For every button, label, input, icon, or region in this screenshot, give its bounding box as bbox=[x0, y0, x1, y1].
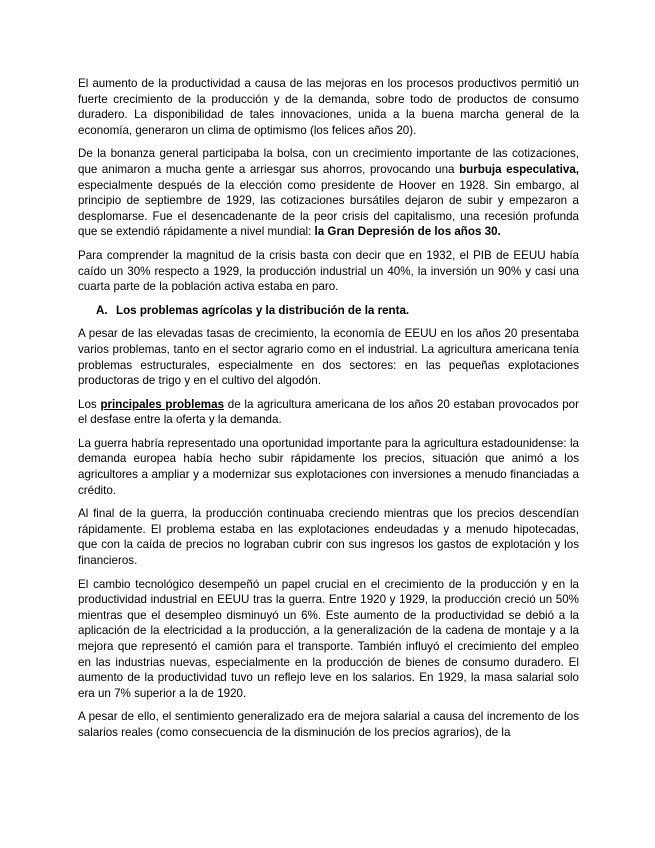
paragraph-text: De la bonanza general participaba la bolsa, con un crecimiento importante de las cotizaciones, que animaron a mucha gente a arriesgar sus ahorros, provocando una bbox=[78, 147, 579, 176]
underlined-main-problems: principales problemas bbox=[100, 397, 225, 411]
paragraph-main-problems bbox=[78, 397, 579, 428]
bold-speculative-bubble: burbuja especulativa, bbox=[459, 162, 579, 176]
paragraph-stock-market bbox=[78, 146, 579, 240]
paragraph-economy-problems: A pesar de las elevadas tasas de crecimiento, la economía de EEUU en los años 20 presentaba varios problemas, tanto en el sector agrario como en el industrial. La agricultura americana tenía problemas estructurales, especialmente en dos sectores: en las pequeñas explotaciones productoras de trigo y en el cultivo del algodón. bbox=[78, 327, 579, 388]
paragraph-technological-change: El cambio tecnológico desempeñó un papel crucial en el crecimiento de la producción y en la productividad industrial en EEUU tras la guerra. Entre 1920 y 1929, la producción creció un 50% mientras que el desempleo disminuyó un 6%. Este aumento de la productividad se debió a la aplicación de la electricidad a la producción, a la generalización de la cadena de montaje y a la mejora que representó el camión para el transporte. También influyó el crecimiento del empleo en las industrias nuevas, especialmente en la producción de bienes de consumo duradero. El aumento de la productividad tuvo un reflejo leve en los salarios. En 1929, la masa salarial solo era un 7% superior a la de 1920. bbox=[78, 577, 579, 700]
paragraph-crisis-magnitude: Para comprender la magnitud de la crisis basta con decir que en 1932, el PIB de EEUU había caído un 30% respecto a 1929, la producción industrial un 40%, la inversión un 90% y casi una cuarta parte de la población activa estaba en paro. bbox=[78, 248, 579, 294]
bold-great-depression: la Gran Depresión de los años 30. bbox=[314, 225, 501, 239]
paragraph-wage-sentiment: A pesar de ello, el sentimiento generalizado era de mejora salarial a causa del incremento de los salarios reales (como consecuencia de la disminución de los precios agrarios), de la bbox=[78, 710, 579, 739]
paragraph-text: de la agricultura americana de los años 20 estaban provocados por el desfase entre la oferta y la demanda. bbox=[78, 397, 579, 427]
paragraph-war-opportunity: La guerra habría representado una oportunidad importante para la agricultura estadounidense: la demanda europea había hecho subir rápidamente los precios, situación que animó a los agricultores a ampliar y a modernizar sus explotaciones con inversiones a menudo financiadas a crédito. bbox=[78, 436, 579, 497]
paragraph-productivity: El aumento de la productividad a causa de las mejoras en los procesos productivos permitió un fuerte crecimiento de la producción y de la demanda, sobre todo de productos de consumo duradero. La disponibilidad de tales innovaciones, unida a la buena marcha general de la economía, generaron un clima de optimismo (los felices años 20). bbox=[78, 77, 579, 137]
section-number: A. bbox=[96, 303, 108, 317]
paragraph-text: especialmente después de la elección como presidente de Hoover en 1928. Sin embargo, al principio de septiembre de 1929, las cotizaciones bursátiles dejaron de subir y empezaron a desplomarse. Fue el desencadenante de la peor crisis del capitalismo, una recesión profunda que se extendió rápidamente a nivel mundial: bbox=[78, 178, 579, 239]
paragraph-text: Los bbox=[78, 397, 101, 411]
section-heading bbox=[96, 303, 579, 319]
section-title: Los problemas agrícolas y la distribución de la renta. bbox=[116, 303, 410, 317]
paragraph-end-of-war: Al final de la guerra, la producción continuaba creciendo mientras que los precios descendían rápidamente. El problema estaba en las explotaciones endeudadas y a menudo hipotecadas, que con la caída de precios no lograban cubrir con sus ingresos los gastos de explotación y los financieros. bbox=[78, 507, 579, 568]
